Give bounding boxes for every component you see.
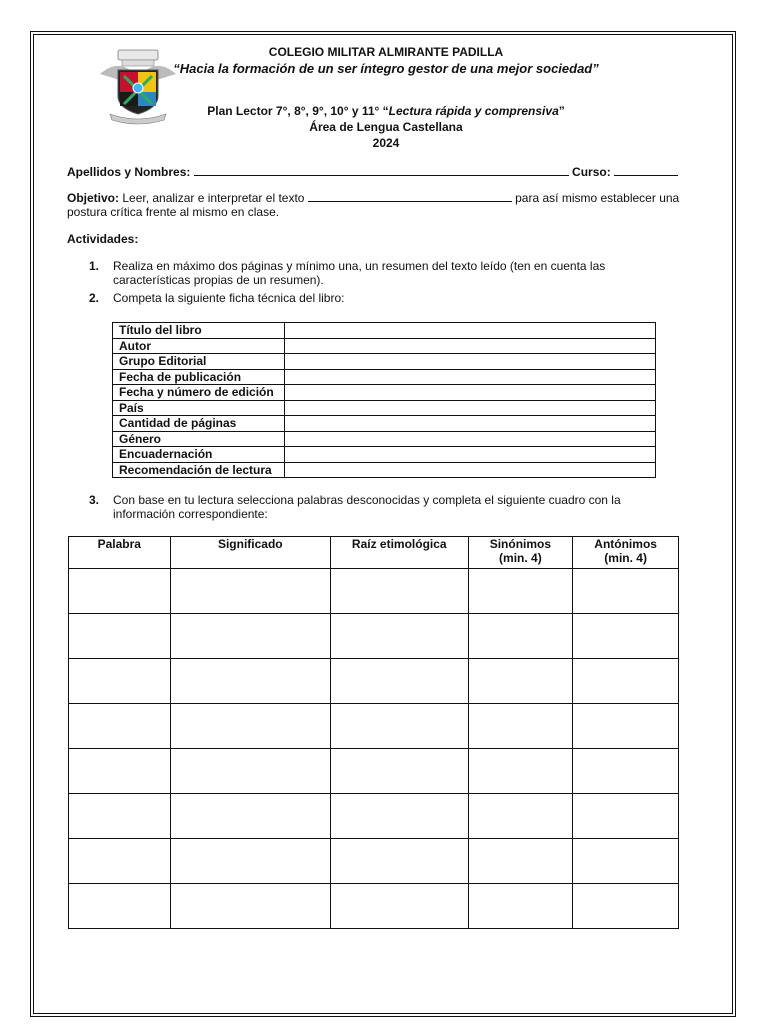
course-blank-line[interactable]	[614, 164, 678, 176]
vocabulary-cell[interactable]	[573, 884, 679, 929]
ficha-row	[113, 323, 656, 339]
activity-number: 2.	[89, 291, 100, 305]
plan-title-prefix: Plan Lector 7°, 8°, 9°, 10° y 11° “	[207, 104, 389, 118]
plan-lector-title	[180, 104, 592, 118]
vocabulary-cell[interactable]	[468, 569, 573, 614]
objective-text-before: Leer, analizar e interpretar el texto	[119, 191, 308, 205]
ficha-label: Cantidad de páginas	[113, 416, 285, 432]
name-blank-line[interactable]	[194, 164, 569, 176]
ficha-label: Fecha de publicación	[113, 369, 285, 385]
ficha-row	[113, 369, 656, 385]
vocabulary-cell[interactable]	[170, 659, 330, 704]
vocabulary-cell[interactable]	[69, 794, 171, 839]
ficha-value-cell[interactable]	[285, 400, 656, 416]
ficha-label: Autor	[113, 338, 285, 354]
vocabulary-cell[interactable]	[573, 659, 679, 704]
vocabulary-cell[interactable]	[468, 884, 573, 929]
activity-number: 1.	[89, 259, 100, 273]
vocabulary-cell[interactable]	[170, 794, 330, 839]
ficha-value-cell[interactable]	[285, 416, 656, 432]
activity-text: Con base en tu lectura selecciona palabras desconocidas y completa el siguiente cuadro con la información correspondiente:	[113, 493, 621, 521]
ficha-value-cell[interactable]	[285, 338, 656, 354]
name-label: Apellidos y Nombres:	[67, 165, 191, 179]
school-name: COLEGIO MILITAR ALMIRANTE PADILLA	[268, 45, 504, 59]
objective-label: Objetivo:	[67, 191, 120, 205]
ficha-row	[113, 385, 656, 401]
ficha-value-cell[interactable]	[285, 462, 656, 478]
ficha-value-cell[interactable]	[285, 323, 656, 339]
vocabulary-body	[69, 569, 679, 929]
ficha-tecnica-table	[112, 322, 656, 478]
vocabulary-cell[interactable]	[331, 704, 469, 749]
activities-title: Actividades:	[67, 232, 139, 246]
vocabulary-cell[interactable]	[573, 704, 679, 749]
ficha-label: Fecha y número de edición	[113, 385, 285, 401]
ficha-row	[113, 416, 656, 432]
vocabulary-cell[interactable]	[331, 659, 469, 704]
vocabulary-cell[interactable]	[331, 794, 469, 839]
header-raiz-etimologica: Raíz etimológica	[331, 537, 469, 569]
ficha-value-cell[interactable]	[285, 354, 656, 370]
vocabulary-cell[interactable]	[69, 704, 171, 749]
vocabulary-cell[interactable]	[69, 839, 171, 884]
ficha-row	[113, 338, 656, 354]
school-year: 2024	[372, 136, 400, 150]
vocabulary-cell[interactable]	[468, 794, 573, 839]
vocabulary-cell[interactable]	[170, 569, 330, 614]
vocabulary-cell[interactable]	[573, 794, 679, 839]
course-label: Curso:	[572, 165, 611, 179]
activity-text: Competa la siguiente ficha técnica del libro:	[113, 291, 345, 305]
header-significado: Significado	[170, 537, 330, 569]
vocabulary-row	[69, 704, 679, 749]
vocabulary-cell[interactable]	[170, 884, 330, 929]
vocabulary-cell[interactable]	[573, 839, 679, 884]
ficha-row	[113, 431, 656, 447]
vocabulary-cell[interactable]	[468, 749, 573, 794]
vocabulary-cell[interactable]	[69, 749, 171, 794]
activity-text: Realiza en máximo dos páginas y mínimo una, un resumen del texto leído (ten en cuenta las características propias de un resumen).	[113, 259, 606, 287]
vocabulary-row	[69, 569, 679, 614]
ficha-row	[113, 400, 656, 416]
vocabulary-cell[interactable]	[69, 884, 171, 929]
vocabulary-cell[interactable]	[331, 749, 469, 794]
vocabulary-cell[interactable]	[170, 839, 330, 884]
vocabulary-cell[interactable]	[468, 614, 573, 659]
school-crest-logo	[96, 44, 180, 128]
ficha-label: Encuadernación	[113, 447, 285, 463]
text-title-blank-line[interactable]	[308, 190, 512, 202]
vocabulary-row	[69, 659, 679, 704]
ficha-value-cell[interactable]	[285, 431, 656, 447]
ficha-value-cell[interactable]	[285, 447, 656, 463]
vocabulary-row	[69, 839, 679, 884]
vocabulary-row	[69, 614, 679, 659]
vocabulary-cell[interactable]	[573, 749, 679, 794]
ficha-label: Género	[113, 431, 285, 447]
header-palabra: Palabra	[69, 537, 171, 569]
ficha-row	[113, 354, 656, 370]
vocabulary-cell[interactable]	[331, 839, 469, 884]
vocabulary-cell[interactable]	[170, 749, 330, 794]
vocabulary-cell[interactable]	[468, 659, 573, 704]
vocabulary-cell[interactable]	[170, 704, 330, 749]
vocabulary-cell[interactable]	[331, 614, 469, 659]
vocabulary-cell[interactable]	[573, 614, 679, 659]
vocabulary-cell[interactable]	[69, 659, 171, 704]
header-sinonimos: Sinónimos (min. 4)	[468, 537, 573, 569]
activity-number: 3.	[89, 493, 100, 507]
ficha-value-cell[interactable]	[285, 369, 656, 385]
vocabulary-table	[68, 536, 679, 929]
plan-title-italic: Lectura rápida y comprensiva	[388, 104, 559, 118]
vocabulary-cell[interactable]	[69, 614, 171, 659]
vocabulary-header-row	[69, 537, 679, 569]
vocabulary-row	[69, 749, 679, 794]
vocabulary-cell[interactable]	[331, 884, 469, 929]
school-motto: “Hacia la formación de un ser íntegro gestor de una mejor sociedad”	[173, 61, 599, 76]
vocabulary-cell[interactable]	[170, 614, 330, 659]
subject-area: Área de Lengua Castellana	[309, 120, 463, 134]
ficha-row	[113, 447, 656, 463]
ficha-label: Título del libro	[113, 323, 285, 339]
vocabulary-row	[69, 884, 679, 929]
vocabulary-cell[interactable]	[331, 569, 469, 614]
objective-text-after: para así mismo establecer una postura crítica frente al mismo en clase.	[67, 191, 680, 219]
header-antonimos: Antónimos (min. 4)	[573, 537, 679, 569]
vocabulary-row	[69, 794, 679, 839]
vocabulary-cell[interactable]	[69, 569, 171, 614]
vocabulary-cell[interactable]	[573, 569, 679, 614]
name-course-row	[67, 164, 689, 179]
ficha-row	[113, 462, 656, 478]
vocabulary-cell[interactable]	[468, 704, 573, 749]
ficha-value-cell[interactable]	[285, 385, 656, 401]
objective-paragraph	[67, 190, 689, 219]
ficha-label: Grupo Editorial	[113, 354, 285, 370]
vocabulary-cell[interactable]	[468, 839, 573, 884]
ficha-label: País	[113, 400, 285, 416]
ficha-label: Recomendación de lectura	[113, 462, 285, 478]
plan-title-suffix: ”	[558, 104, 565, 118]
